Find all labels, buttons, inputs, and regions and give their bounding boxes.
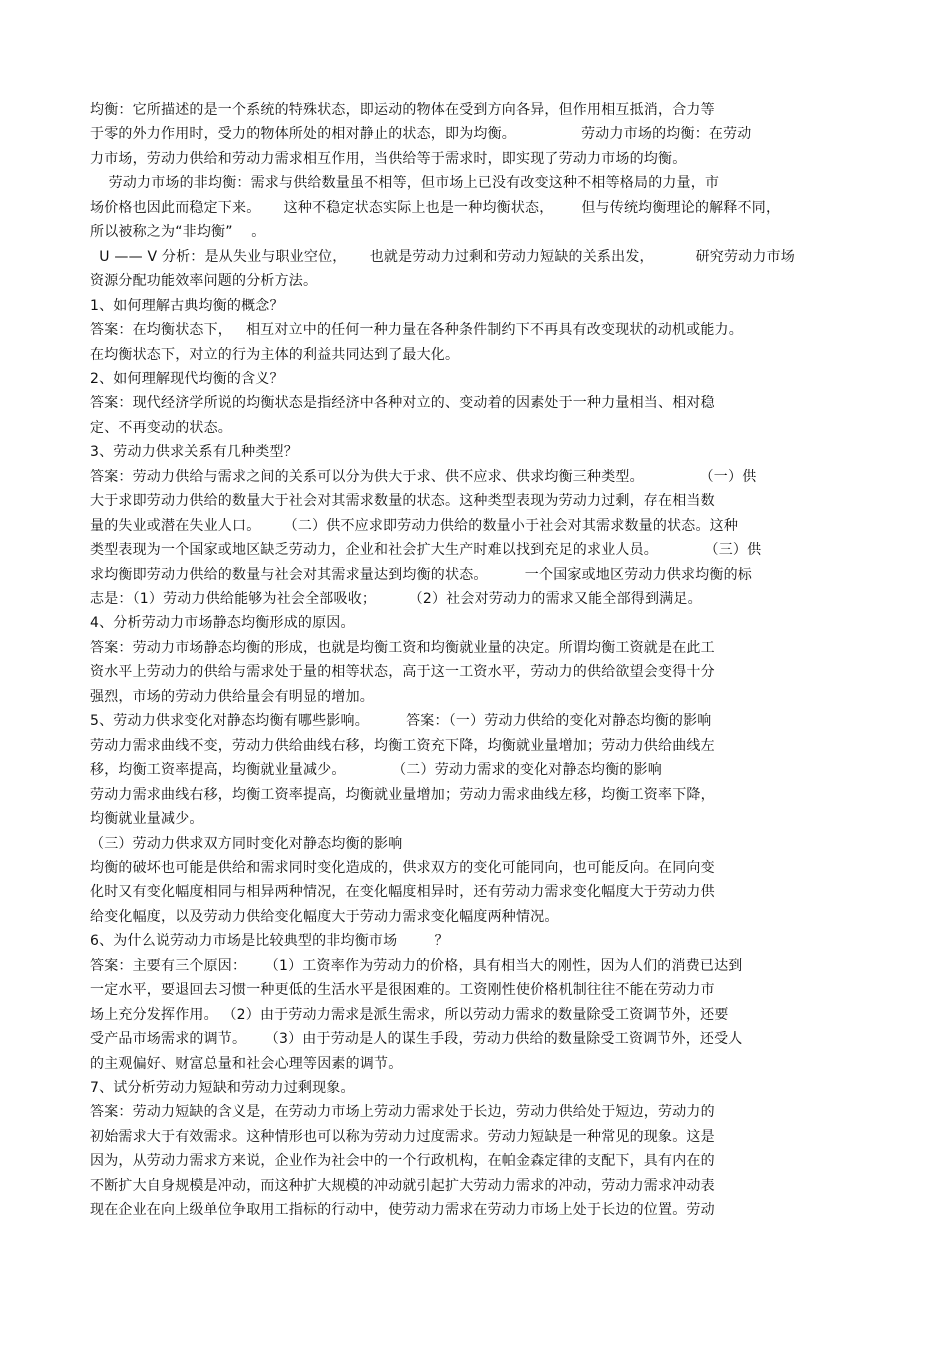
text-line: 3、劳动力供求关系有几种类型？ [90, 444, 298, 461]
text-line: 因为，从劳动力需求方来说，企业作为社会中的一个行政机构，在帕金森定律的支配下，具有内在的 [90, 1153, 715, 1170]
text-line: 大于求即劳动力供给的数量大于社会对其需求数量的状态。这种类型表现为劳动力过剩，存在相当数 [90, 493, 715, 510]
text-line: 于零的外力作用时，受力的物体所处的相对静止的状态，即为均衡。 劳动力市场的均衡：在劳动 [90, 126, 752, 143]
text-line: 受产品市场需求的调节。 （3）由于劳动是人的谋生手段，劳动力供给的数量除受工资调节外，还受人 [90, 1031, 743, 1048]
text-line: 求均衡即劳动力供给的数量与社会对其需求量达到均衡的状态。 一个国家或地区劳动力供求均衡的标 [90, 566, 752, 583]
text-line: 给变化幅度，以及劳动力供给变化幅度大于劳动力需求变化幅度两种情况。 [90, 908, 559, 925]
text-line: （三）劳动力供求双方同时变化对静态均衡的影响 [90, 835, 403, 852]
text-line: 资水平上劳动力的供给与需求处于量的相等状态，高于这一工资水平，劳动力的供给欲望会变得十分 [90, 664, 715, 681]
text-line: 均衡就业量减少。 [90, 811, 204, 828]
text-line: 2、如何理解现代均衡的含义？ [90, 370, 284, 387]
text-line: 答案：主要有三个原因： （1）工资率作为劳动力的价格，具有相当大的刚性，因为人们的消费已达到 [90, 957, 743, 974]
text-line: 强烈，市场的劳动力供给量会有明显的增加。 [90, 688, 374, 705]
text-line: 答案：劳动力短缺的含义是，在劳动力市场上劳动力需求处于长边，劳动力供给处于短边，劳动力的 [90, 1104, 715, 1121]
text-line: 力市场，劳动力供给和劳动力需求相互作用，当供给等于需求时，即实现了劳动力市场的均衡。 [90, 150, 687, 167]
text-line: 一定水平，要退回去习惯一种更低的生活水平是很困难的。工资刚性使价格机制往往不能在劳动力市 [90, 982, 715, 999]
text-line: 1、如何理解古典均衡的概念？ [90, 297, 284, 314]
text-line: 现在企业在向上级单位争取用工指标的行动中，使劳动力需求在劳动力市场上处于长边的位置。劳动 [90, 1202, 715, 1219]
text-line: 答案：劳动力供给与需求之间的关系可以分为供大于求、供不应求、供求均衡三种类型。 （一）供 [90, 468, 757, 485]
text-line: 的主观偏好、财富总量和社会心理等因素的调节。 [90, 1055, 403, 1072]
text-line: 志是：（1）劳动力供给能够为社会全部吸收； （2）社会对劳动力的需求又能全部得到满足。 [90, 591, 702, 607]
text-line: 资源分配功能效率问题的分析方法。 [90, 273, 318, 290]
text-line: 均衡：它所描述的是一个系统的特殊状态，即运动的物体在受到方向各异，但作用相互抵消，合力等 [90, 102, 715, 118]
text-line: 场价格也因此而稳定下来。 这种不稳定状态实际上也是一种均衡状态， 但与传统均衡理论的解释不同， [90, 199, 781, 216]
text-line: 定、不再变动的状态。 [90, 419, 232, 436]
text-line: 6、为什么说劳动力市场是比较典型的非均衡市场 ？ [90, 933, 449, 950]
text-line: 7、试分析劳动力短缺和劳动力过剩现象。 [90, 1080, 355, 1096]
text-line: U —— V 分析：是从失业与职业空位， 也就是劳动力过剩和劳动力短缺的关系出发， 研究劳动力市场 [90, 248, 795, 265]
text-line: 5、劳动力供求变化对静态均衡有哪些影响。 答案：（一）劳动力供给的变化对静态均衡的影响 [90, 713, 712, 730]
text-line: 场上充分发挥作用。 （2）由于劳动力需求是派生需求，所以劳动力需求的数量除受工资调节外，还要 [90, 1006, 729, 1023]
text-line: 劳动力市场的非均衡：需求与供给数量虽不相等，但市场上已没有改变这种不相等格局的力量，市 [90, 175, 720, 192]
text-line: 劳动力需求曲线右移，均衡工资率提高，均衡就业量增加；劳动力需求曲线左移，均衡工资率下降， [90, 786, 715, 803]
text-line: 4、分析劳动力市场静态均衡形成的原因。 [90, 615, 355, 632]
text-line: 化时又有变化幅度相同与相异两种情况，在变化幅度相异时，还有劳动力需求变化幅度大于劳动力供 [90, 884, 715, 901]
text-line: 不断扩大自身规模是冲动，而这种扩大规模的冲动就引起扩大劳动力需求的冲动，劳动力需求冲动表 [90, 1177, 715, 1194]
text-line: 量的失业或潜在失业人口。 （二）供不应求即劳动力供给的数量小于社会对其需求数量的状态。这种 [90, 517, 739, 534]
text-line: 所以被称之为“非均衡” 。 [90, 224, 266, 241]
text-line: 在均衡状态下，对立的行为主体的利益共同达到了最大化。 [90, 346, 460, 363]
text-line: 类型表现为一个国家或地区缺乏劳动力，企业和社会扩大生产时难以找到充足的求业人员。 （三）供 [90, 542, 762, 559]
text-line: 答案：劳动力市场静态均衡的形成，也就是均衡工资和均衡就业量的决定。所谓均衡工资就是在此工 [90, 639, 715, 656]
text-line: 均衡的破坏也可能是供给和需求同时变化造成的，供求双方的变化可能同向，也可能反向。在同向变 [90, 859, 715, 876]
text-line: 移，均衡工资率提高，均衡就业量减少。 （二）劳动力需求的变化对静态均衡的影响 [90, 762, 662, 779]
text-line: 答案：现代经济学所说的均衡状态是指经济中各种对立的、变动着的因素处于一种力量相当、相对稳 [90, 395, 715, 412]
text-line: 答案：在均衡状态下， 相互对立中的任何一种力量在各种条件制约下不再具有改变现状的动机或能力。 [90, 322, 743, 339]
text-line: 劳动力需求曲线不变，劳动力供给曲线右移，均衡工资充下降，均衡就业量增加；劳动力供给曲线左 [90, 737, 715, 754]
text-line: 初始需求大于有效需求。这种情形也可以称为劳动力过度需求。劳动力短缺是一种常见的现象。这是 [90, 1128, 715, 1145]
